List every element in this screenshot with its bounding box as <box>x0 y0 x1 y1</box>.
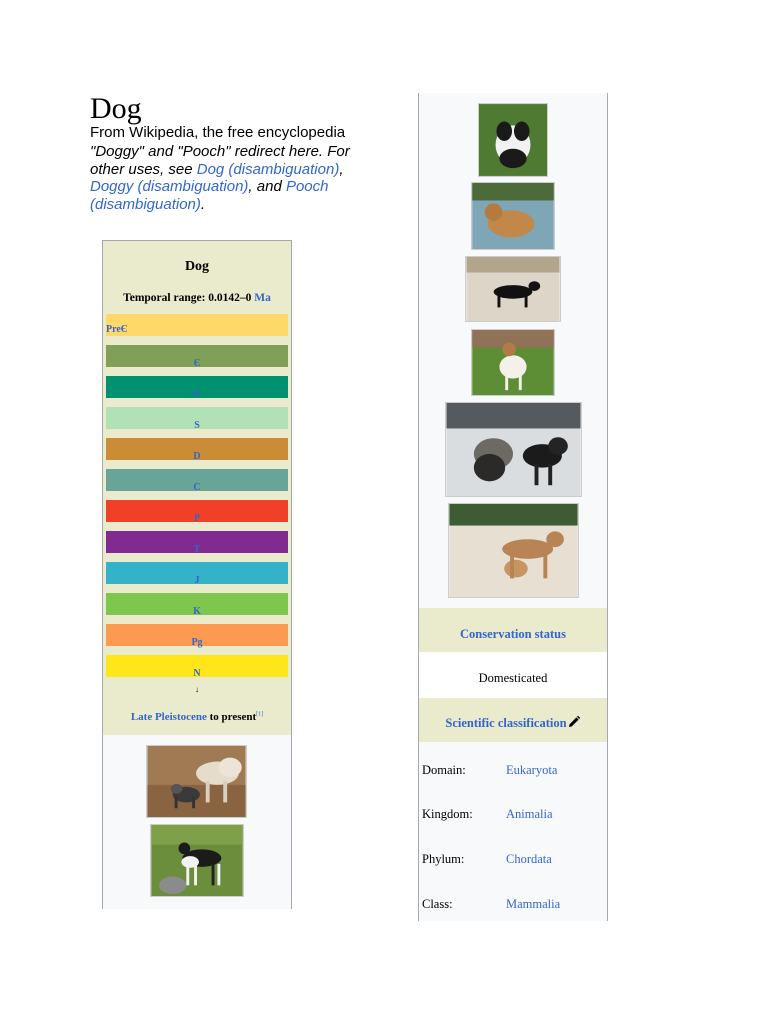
reference-link[interactable]: [1] <box>256 711 264 718</box>
period-bar-ordovician[interactable] <box>106 376 288 398</box>
period-label: J <box>194 575 200 586</box>
taxonomy-rank-domain: Domain: <box>422 763 466 777</box>
period-label: N <box>193 668 201 679</box>
golden-retriever-photo <box>471 182 555 250</box>
present-text: to present <box>206 711 257 723</box>
page-title: Dog <box>90 92 142 125</box>
conservation-status-value: Domesticated <box>419 652 607 698</box>
temporal-range <box>103 292 291 304</box>
ma-link[interactable]: Ma <box>254 292 271 304</box>
period-bar-carboniferous[interactable] <box>106 469 288 491</box>
pencil-icon[interactable] <box>567 715 581 729</box>
down-arrow-icon: ↓ <box>195 685 199 694</box>
jack-russell-photo <box>471 329 555 396</box>
period-label: Pg <box>191 637 203 648</box>
hatnote-end: . <box>200 195 206 213</box>
animalia-link[interactable]: Animalia <box>506 807 553 821</box>
japanese-chin-photo <box>478 103 548 177</box>
temporal-present <box>103 711 291 723</box>
period-bar-cretaceous[interactable] <box>106 593 288 615</box>
temporal-range-label: Temporal range: 0.0142–0 <box>123 292 255 304</box>
pooch-disambiguation-link[interactable]: Pooch (disambiguation) <box>90 178 329 213</box>
eukaryota-link[interactable]: Eukaryota <box>506 763 558 777</box>
doggy-disambiguation-link[interactable]: Doggy (disambiguation) <box>90 178 249 196</box>
page-subtitle: From Wikipedia, the free encyclopedia <box>90 124 346 141</box>
period-bar-triassic[interactable] <box>106 531 288 553</box>
nursing-dog-photo <box>448 503 579 598</box>
hatnote-separator: , and <box>248 178 286 196</box>
labrador-photo <box>465 256 561 322</box>
period-label: O <box>193 389 201 400</box>
basenji-photo <box>150 824 244 897</box>
period-bar-jurassic[interactable] <box>106 562 288 584</box>
dog-herding-sheep-photo <box>146 745 247 818</box>
late-pleistocene-link[interactable]: Late Pleistocene <box>130 711 207 723</box>
dog-disambiguation-link[interactable]: Dog (disambiguation) <box>196 160 340 178</box>
period-bar-permian[interactable] <box>106 500 288 522</box>
period-bar-neogene[interactable] <box>106 655 288 677</box>
taxonomy-rank-phylum: Phylum: <box>422 852 465 866</box>
period-label: PreЄ <box>106 324 128 335</box>
period-bar-precambrian[interactable] <box>106 314 288 336</box>
period-bar-cambrian[interactable] <box>106 345 288 367</box>
period-label: C <box>193 482 201 493</box>
period-bar-devonian[interactable] <box>106 438 288 460</box>
period-bar-paleogene[interactable] <box>106 624 288 646</box>
period-bar-silurian[interactable] <box>106 407 288 429</box>
conservation-status-link[interactable]: Conservation status <box>460 627 566 641</box>
sled-dogs-photo <box>445 402 582 497</box>
period-label: D <box>193 451 201 462</box>
period-label: K <box>193 606 201 617</box>
hatnote-prefix: "Doggy" and "Pooch" redirect here. For other uses, see <box>90 143 350 178</box>
taxonomy-rank-class: Class: <box>422 897 453 911</box>
infobox-left <box>102 240 292 909</box>
conservation-status-header <box>419 608 607 652</box>
infobox-right <box>418 93 608 921</box>
hatnote <box>90 143 360 213</box>
infobox-name: Dog <box>184 259 210 274</box>
hatnote-separator: , <box>339 160 344 178</box>
taxonomy-rank-kingdom: Kingdom: <box>422 807 473 821</box>
infobox-header <box>103 241 291 735</box>
period-label: S <box>194 420 200 431</box>
mammalia-link[interactable]: Mammalia <box>506 897 561 911</box>
scientific-classification-header <box>419 698 607 742</box>
period-label: T <box>193 544 201 555</box>
period-label: P <box>193 513 201 524</box>
scientific-classification-link[interactable]: Scientific classification <box>445 716 567 730</box>
chordata-link[interactable]: Chordata <box>506 852 552 866</box>
period-label: Є <box>193 358 201 369</box>
